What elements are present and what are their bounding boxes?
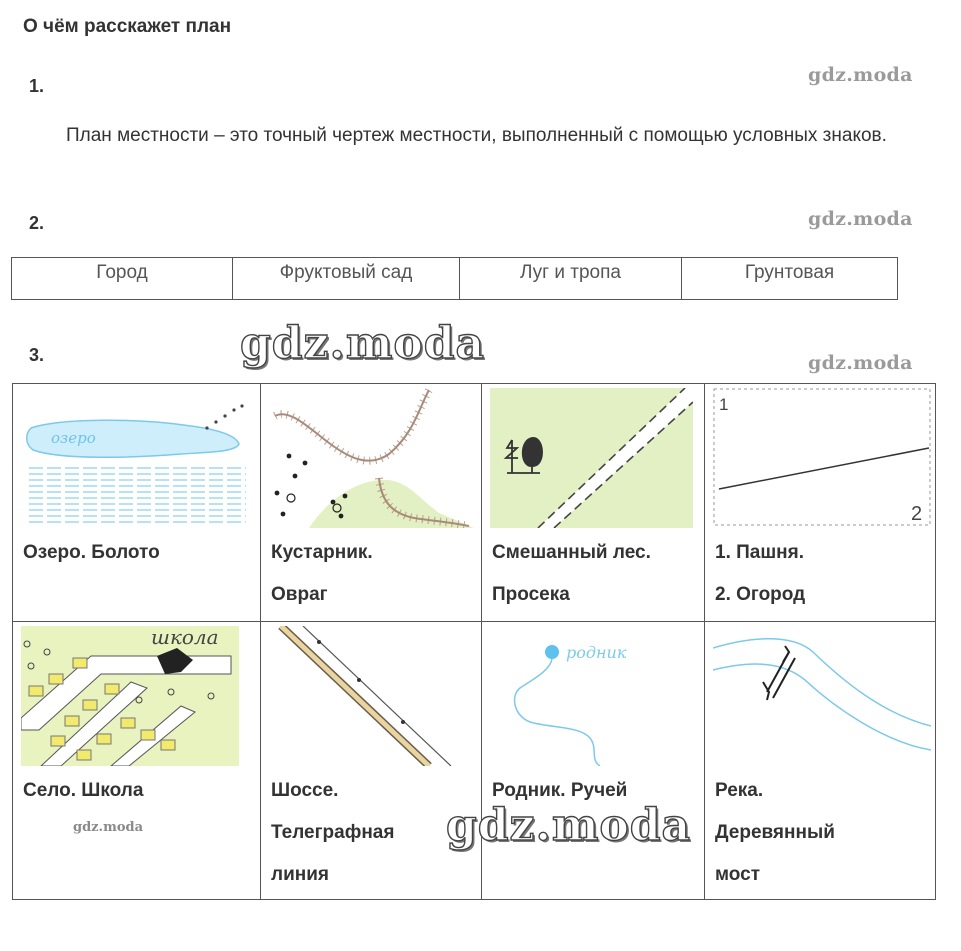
symbol-caption: Река. Деревянный мост [715, 780, 835, 885]
symbol-cell [12, 621, 261, 900]
watermark: gdz.moda [808, 208, 913, 230]
spring-stream-symbol [490, 626, 693, 766]
symbol-caption: Шоссе. Телеграфная линия [271, 780, 395, 885]
svg-text:1: 1 [719, 395, 729, 414]
arable-land-garden-symbol [713, 388, 931, 528]
symbol-caption: Кустарник. Овраг [271, 542, 373, 605]
watermark: gdz.moda [240, 318, 486, 369]
highway-telegraph-symbol [269, 626, 474, 766]
question-3-number: 3. [29, 345, 45, 365]
table-cell: Луг и тропа [460, 258, 682, 300]
symbol-cell [12, 383, 261, 622]
question-1-answer: План местности – это точный чертеж местности, выполненный с помощью условных знаков. [66, 125, 887, 146]
question-2-number: 2. [29, 213, 45, 233]
watermark: gdz.moda [808, 352, 913, 374]
map-label-lake: озеро [51, 429, 96, 447]
symbol-cell [704, 383, 936, 622]
table-cell: Город [12, 258, 233, 300]
table-cell: Грунтовая [682, 258, 898, 300]
watermark: gdz.moda [446, 800, 692, 851]
river-bridge-symbol [713, 626, 931, 766]
symbol-caption: 1. Пашня. 2. Огород [715, 542, 806, 605]
answer-table-2 [11, 257, 898, 300]
page-title: О чём расскажет план [23, 16, 232, 37]
table-cell: Фруктовый сад [233, 258, 460, 300]
map-label-spring: родник [566, 643, 627, 662]
symbol-cell [260, 621, 482, 900]
question-1-number: 1. [29, 76, 45, 96]
lake-swamp-symbol [21, 388, 249, 528]
watermark: gdz.moda [808, 64, 913, 86]
watermark: gdz.moda [73, 820, 144, 835]
village-school-symbol [21, 626, 239, 766]
map-label-school: школа [151, 626, 219, 649]
symbol-caption: Озеро. Болото [23, 542, 160, 563]
symbol-caption: Смешанный лес. Просека [492, 542, 651, 605]
symbol-cell [481, 383, 705, 622]
symbol-caption: Село. Школа [23, 780, 144, 801]
symbol-cell [481, 621, 705, 900]
shrub-ravine-symbol [269, 388, 474, 528]
svg-text:2: 2 [911, 503, 923, 525]
mixed-forest-clearing-symbol [490, 388, 693, 528]
symbol-cell [260, 383, 482, 622]
symbol-cell [704, 621, 936, 900]
symbol-caption: Родник. Ручей [492, 780, 628, 801]
